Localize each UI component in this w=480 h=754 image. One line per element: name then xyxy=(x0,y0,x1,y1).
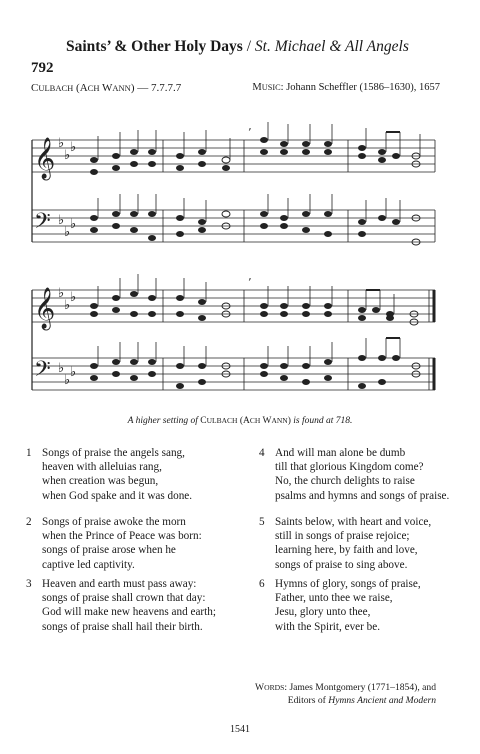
svg-text:♭: ♭ xyxy=(70,365,77,380)
section-title xyxy=(66,38,446,56)
stanza-line: And will man alone be dumb xyxy=(275,447,406,459)
svg-text:♭: ♭ xyxy=(64,298,71,313)
stanza-line: Jesu, glory unto thee, xyxy=(275,606,371,619)
stanza-line: till that glorious Kingdom come? xyxy=(275,461,424,474)
stanza-number: 1 xyxy=(26,447,32,459)
svg-text:♭: ♭ xyxy=(58,361,65,376)
music-score xyxy=(20,110,440,405)
stanza-line: heaven with alleluias rang, xyxy=(42,461,162,474)
svg-text:♭: ♭ xyxy=(70,217,77,232)
system-1-treble-staff xyxy=(32,140,435,172)
title-separator: / xyxy=(242,38,255,55)
stanza-line: still in songs of praise rejoice; xyxy=(275,530,410,543)
svg-text:♭: ♭ xyxy=(64,148,71,163)
svg-text:’: ’ xyxy=(248,126,252,139)
stanza-line: songs of praise arose when he xyxy=(42,544,176,557)
s1-bass-notes xyxy=(90,211,420,245)
system-1-bass-staff xyxy=(32,210,435,242)
svg-text:𝄞: 𝄞 xyxy=(34,138,56,179)
stanza-line: with the Spirit, ever be. xyxy=(275,620,381,633)
stanza-line: Saints below, with heart and voice, xyxy=(275,516,432,528)
svg-text:♭: ♭ xyxy=(70,290,77,305)
stanza-line: Father, unto thee we raise, xyxy=(275,592,393,605)
stanza-line: when God spake and it was done. xyxy=(42,489,193,502)
svg-text:♭: ♭ xyxy=(58,213,65,228)
music-credit: MUSIC: Johann Scheffler (1586–1630), 1657 xyxy=(252,82,440,93)
stanza-6 xyxy=(259,577,421,634)
stanza-4 xyxy=(259,446,449,503)
stanza-5 xyxy=(259,515,431,572)
stanza-line: captive led captivity. xyxy=(42,558,135,571)
system-2-bass-staff xyxy=(32,358,435,390)
stanza-line: Hymns of glory, songs of praise, xyxy=(275,578,421,590)
stanza-line: songs of praise shall hail their birth. xyxy=(42,620,203,633)
page-number: 1541 xyxy=(230,724,250,735)
svg-text:𝄢: 𝄢 xyxy=(34,357,51,387)
noteheads xyxy=(90,137,420,389)
svg-text:♭: ♭ xyxy=(64,225,71,240)
stanza-line: Songs of praise the angels sang, xyxy=(42,447,185,459)
stanza-line: learning here, by faith and love, xyxy=(275,544,418,557)
s2-bass-notes xyxy=(90,355,420,389)
stanza-number: 6 xyxy=(259,578,265,590)
alternate-setting-note: A higher setting of CULBACH (ACH WANN) is found at 718. xyxy=(127,416,353,426)
stanza-2 xyxy=(26,515,202,572)
stanza-1 xyxy=(26,446,192,503)
svg-text:♭: ♭ xyxy=(58,136,65,151)
stanza-number: 4 xyxy=(259,447,265,459)
svg-text:♭: ♭ xyxy=(64,373,71,388)
section-name: Saints’ & Other Holy Days xyxy=(66,38,243,55)
svg-text:𝄢: 𝄢 xyxy=(34,209,51,239)
stanza-line: songs of praise to sing above. xyxy=(275,558,408,571)
svg-text:’: ’ xyxy=(248,276,252,289)
s2-treble-notes xyxy=(90,291,418,325)
stanza-3 xyxy=(26,577,216,634)
svg-text:♭: ♭ xyxy=(70,140,77,155)
svg-text:𝄞: 𝄞 xyxy=(34,288,56,329)
svg-text:♭: ♭ xyxy=(58,286,65,301)
stanza-line: songs of praise shall crown that day: xyxy=(42,592,206,605)
stanza-line: psalms and hymns and songs of praise. xyxy=(275,489,450,502)
stanza-number: 3 xyxy=(26,578,32,590)
words-credit: WORDS: James Montgomery (1771–1854), and Editors of Hymns Ancient and Modern xyxy=(255,682,436,706)
hymn-number: 792 xyxy=(31,60,54,76)
stanza-line: No, the church delights to raise xyxy=(275,475,415,488)
stanza-line: when creation was begun, xyxy=(42,475,159,488)
feast-name: St. Michael & All Angels xyxy=(254,38,409,55)
stanza-line: when the Prince of Peace was born: xyxy=(42,530,202,543)
stanza-line: Heaven and earth must pass away: xyxy=(42,578,197,590)
tune-name: CULBACH (ACH WANN) — 7.7.7.7 xyxy=(31,82,182,94)
stanza-number: 2 xyxy=(26,516,32,528)
meter: — 7.7.7.7 xyxy=(134,82,182,94)
stanza-number: 5 xyxy=(259,516,265,528)
stanza-line: Songs of praise awoke the morn xyxy=(42,516,186,528)
stanza-line: God will make new heavens and earth; xyxy=(42,606,216,619)
